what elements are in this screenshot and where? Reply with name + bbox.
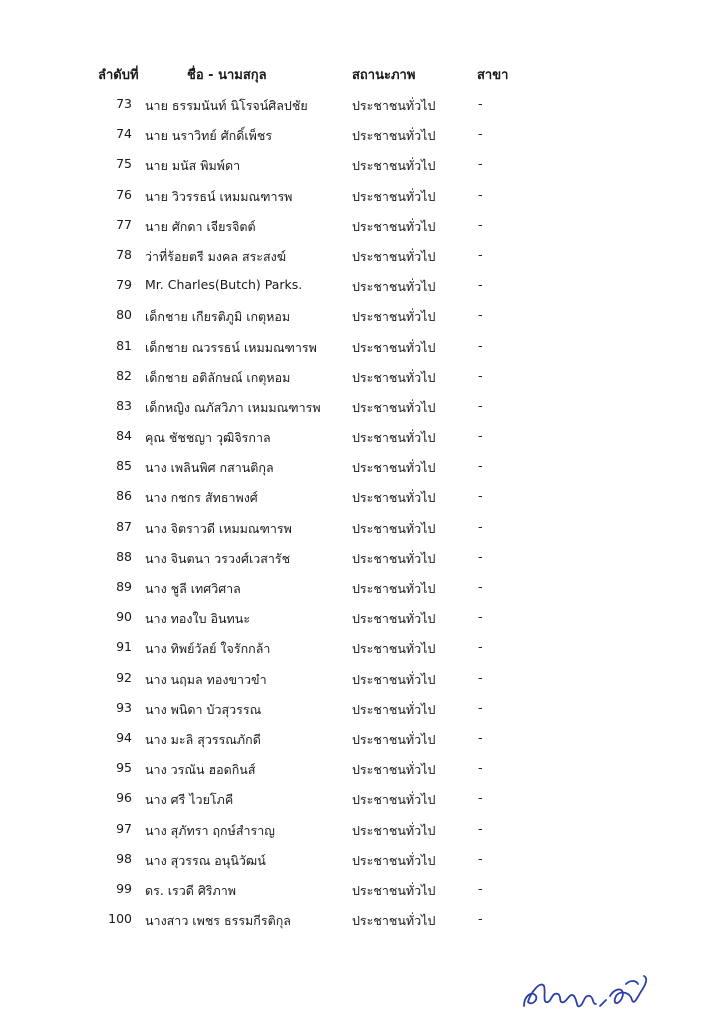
row-name: นาง สุภัทรา ฤกษ์สำราญ [145,822,275,838]
row-branch: - [478,126,483,142]
row-name: นาย ธรรมนันท์ นิโรจน์ศิลปชัย [145,98,308,113]
row-number: 74 [116,126,132,142]
row-branch: - [478,96,483,111]
row-status: ประชาชนทั่วไป [352,490,436,506]
table-row [0,847,725,877]
row-branch: - [478,579,483,594]
table-row [0,183,725,213]
row-name: นาง ชูลี เทศวิศาล [145,581,241,596]
row-branch: - [478,458,483,474]
table-row [0,575,725,605]
row-status: ประชาชนทั่วไป [352,128,436,144]
row-status: ประชาชนทั่วไป [352,550,436,566]
row-number: 100 [108,911,132,927]
row-number: 81 [116,337,132,353]
row-name: นาง จิตราวดี เหมมณฑารพ [145,520,292,536]
row-name: นาง ศรี ไวยโภคี [145,792,234,808]
row-number: 82 [116,367,132,383]
row-number: 75 [116,156,132,172]
row-number: 93 [116,699,132,715]
table-row [0,726,725,756]
header-status: สถานะภาพ [352,68,416,83]
table-row [0,877,725,907]
row-number: 88 [116,548,132,564]
row-branch: - [478,367,483,383]
row-number: 76 [116,186,132,202]
row-name: นาง นฤมล ทองขาวขำ [145,671,267,687]
row-number: 95 [116,760,132,776]
table-header [0,64,725,86]
header-branch: สาขา [477,68,509,83]
row-name: Mr. Charles(Butch) Parks. [145,277,303,293]
row-name: นาง สุวรรณ อนุนิวัฒน์ [145,852,266,868]
row-number: 97 [116,820,132,836]
table-row [0,213,725,243]
row-status: ประชาชนทั่วไป [352,158,436,174]
row-name: นาย วิวรรธน์ เหมมณฑารพ [145,188,293,204]
row-name: นาง กชกร สัทธาพงศ์ [145,490,258,506]
row-name: นางสาว เพชร ธรรมกีรติกุล [145,913,291,929]
table-row [0,786,725,816]
row-name: นาย ศักดา เจียรจิตต์ [145,218,256,234]
row-number: 73 [116,96,132,111]
row-name: ว่าที่ร้อยตรี มงคล สระสงฆ์ [145,248,287,264]
row-status: ประชาชนทั่วไป [352,913,436,929]
row-status: ประชาชนทั่วไป [352,520,436,536]
row-status: ประชาชนทั่วไป [352,248,436,264]
row-status: ประชาชนทั่วไป [352,701,436,717]
row-number: 94 [116,729,132,745]
table-row [0,273,725,303]
row-branch: - [478,639,483,655]
row-branch: - [478,669,483,685]
header-name: ชื่อ - นามสกุล [187,68,267,83]
row-branch: - [478,246,483,262]
row-status: ประชาชนทั่วไป [352,641,436,657]
row-number: 79 [116,277,132,293]
table-row [0,92,725,122]
row-branch: - [478,518,483,534]
row-name: คุณ ชัชชญา วุฒิจิรกาล [145,430,271,446]
row-branch: - [478,307,483,323]
row-status: ประชาชนทั่วไป [352,822,436,838]
row-name: เด็กชาย อติลักษณ์ เกตุหอม [145,369,291,385]
row-branch: - [478,488,483,504]
row-branch: - [478,216,483,232]
row-branch: - [478,850,483,866]
row-status: ประชาชนทั่วไป [352,309,436,325]
row-number: 90 [116,609,132,625]
row-number: 89 [116,579,132,594]
table-row [0,454,725,484]
row-branch: - [478,880,483,896]
row-status: ประชาชนทั่วไป [352,188,436,204]
row-branch: - [478,911,483,927]
row-status: ประชาชนทั่วไป [352,852,436,868]
row-name: เด็กชาย ณวรรธน์ เหมมณฑารพ [145,339,317,355]
handwritten-signature [518,966,658,1014]
table-row [0,635,725,665]
table-row [0,817,725,847]
row-branch: - [478,337,483,353]
row-status: ประชาชนทั่วไป [352,339,436,355]
table-row [0,334,725,364]
row-status: ประชาชนทั่วไป [352,279,436,295]
table-row [0,243,725,273]
table-row [0,484,725,514]
row-branch: - [478,790,483,806]
row-number: 87 [116,518,132,534]
row-status: ประชาชนทั่วไป [352,218,436,234]
row-branch: - [478,699,483,715]
row-number: 85 [116,458,132,474]
row-number: 96 [116,790,132,806]
row-status: ประชาชนทั่วไป [352,581,436,596]
row-name: นาย มนัส พิมพ์ดา [145,158,241,174]
row-name: นาง มะลิ สุวรรณภักดี [145,731,261,747]
row-number: 92 [116,669,132,685]
table-row [0,122,725,152]
row-status: ประชาชนทั่วไป [352,399,436,415]
table-body [0,92,725,937]
row-status: ประชาชนทั่วไป [352,792,436,808]
row-status: ประชาชนทั่วไป [352,98,436,113]
row-status: ประชาชนทั่วไป [352,369,436,385]
row-name: นาง พนิดา บัวสุวรรณ [145,701,262,717]
row-number: 83 [116,397,132,413]
row-number: 91 [116,639,132,655]
row-name: นาง วรณัน ฮอดกินส์ [145,762,256,778]
row-status: ประชาชนทั่วไป [352,460,436,476]
row-branch: - [478,397,483,413]
row-name: นาง ทิพย์วัลย์ ใจรักกล้า [145,641,271,657]
row-name: ดร. เรวดี ศิริภาพ [145,882,237,898]
table-row [0,424,725,454]
row-status: ประชาชนทั่วไป [352,611,436,627]
row-name: นาง เพลินพิศ กสานติกุล [145,460,274,476]
table-row [0,394,725,424]
table-row [0,152,725,182]
table-row [0,605,725,635]
row-number: 77 [116,216,132,232]
row-branch: - [478,609,483,625]
row-branch: - [478,729,483,745]
row-name: เด็กชาย เกียรติภูมิ เกตุหอม [145,309,291,325]
row-number: 99 [116,880,132,896]
table-row [0,545,725,575]
row-status: ประชาชนทั่วไป [352,731,436,747]
row-name: นาง จินตนา วรวงศ์เวสารัช [145,550,291,566]
table-row [0,303,725,333]
table-row [0,364,725,394]
table-row [0,907,725,937]
row-number: 80 [116,307,132,323]
row-name: นาย นราวิทย์ ศักดิ์เพ็ชร [145,128,273,144]
row-status: ประชาชนทั่วไป [352,430,436,446]
row-name: นาง ทองใบ อินทนะ [145,611,251,627]
table-row [0,756,725,786]
row-name: เด็กหญิง ณภัสวิภา เหมมณฑารพ [145,399,321,415]
row-number: 86 [116,488,132,504]
row-branch: - [478,428,483,444]
row-branch: - [478,277,483,293]
row-number: 84 [116,428,132,444]
row-branch: - [478,820,483,836]
row-number: 98 [116,850,132,866]
header-number: ลำดับที่ [98,68,139,83]
row-branch: - [478,760,483,776]
row-branch: - [478,156,483,172]
row-status: ประชาชนทั่วไป [352,762,436,778]
row-branch: - [478,186,483,202]
table-row [0,666,725,696]
table-row [0,515,725,545]
row-number: 78 [116,246,132,262]
row-status: ประชาชนทั่วไป [352,882,436,898]
table-row [0,696,725,726]
row-status: ประชาชนทั่วไป [352,671,436,687]
row-branch: - [478,548,483,564]
